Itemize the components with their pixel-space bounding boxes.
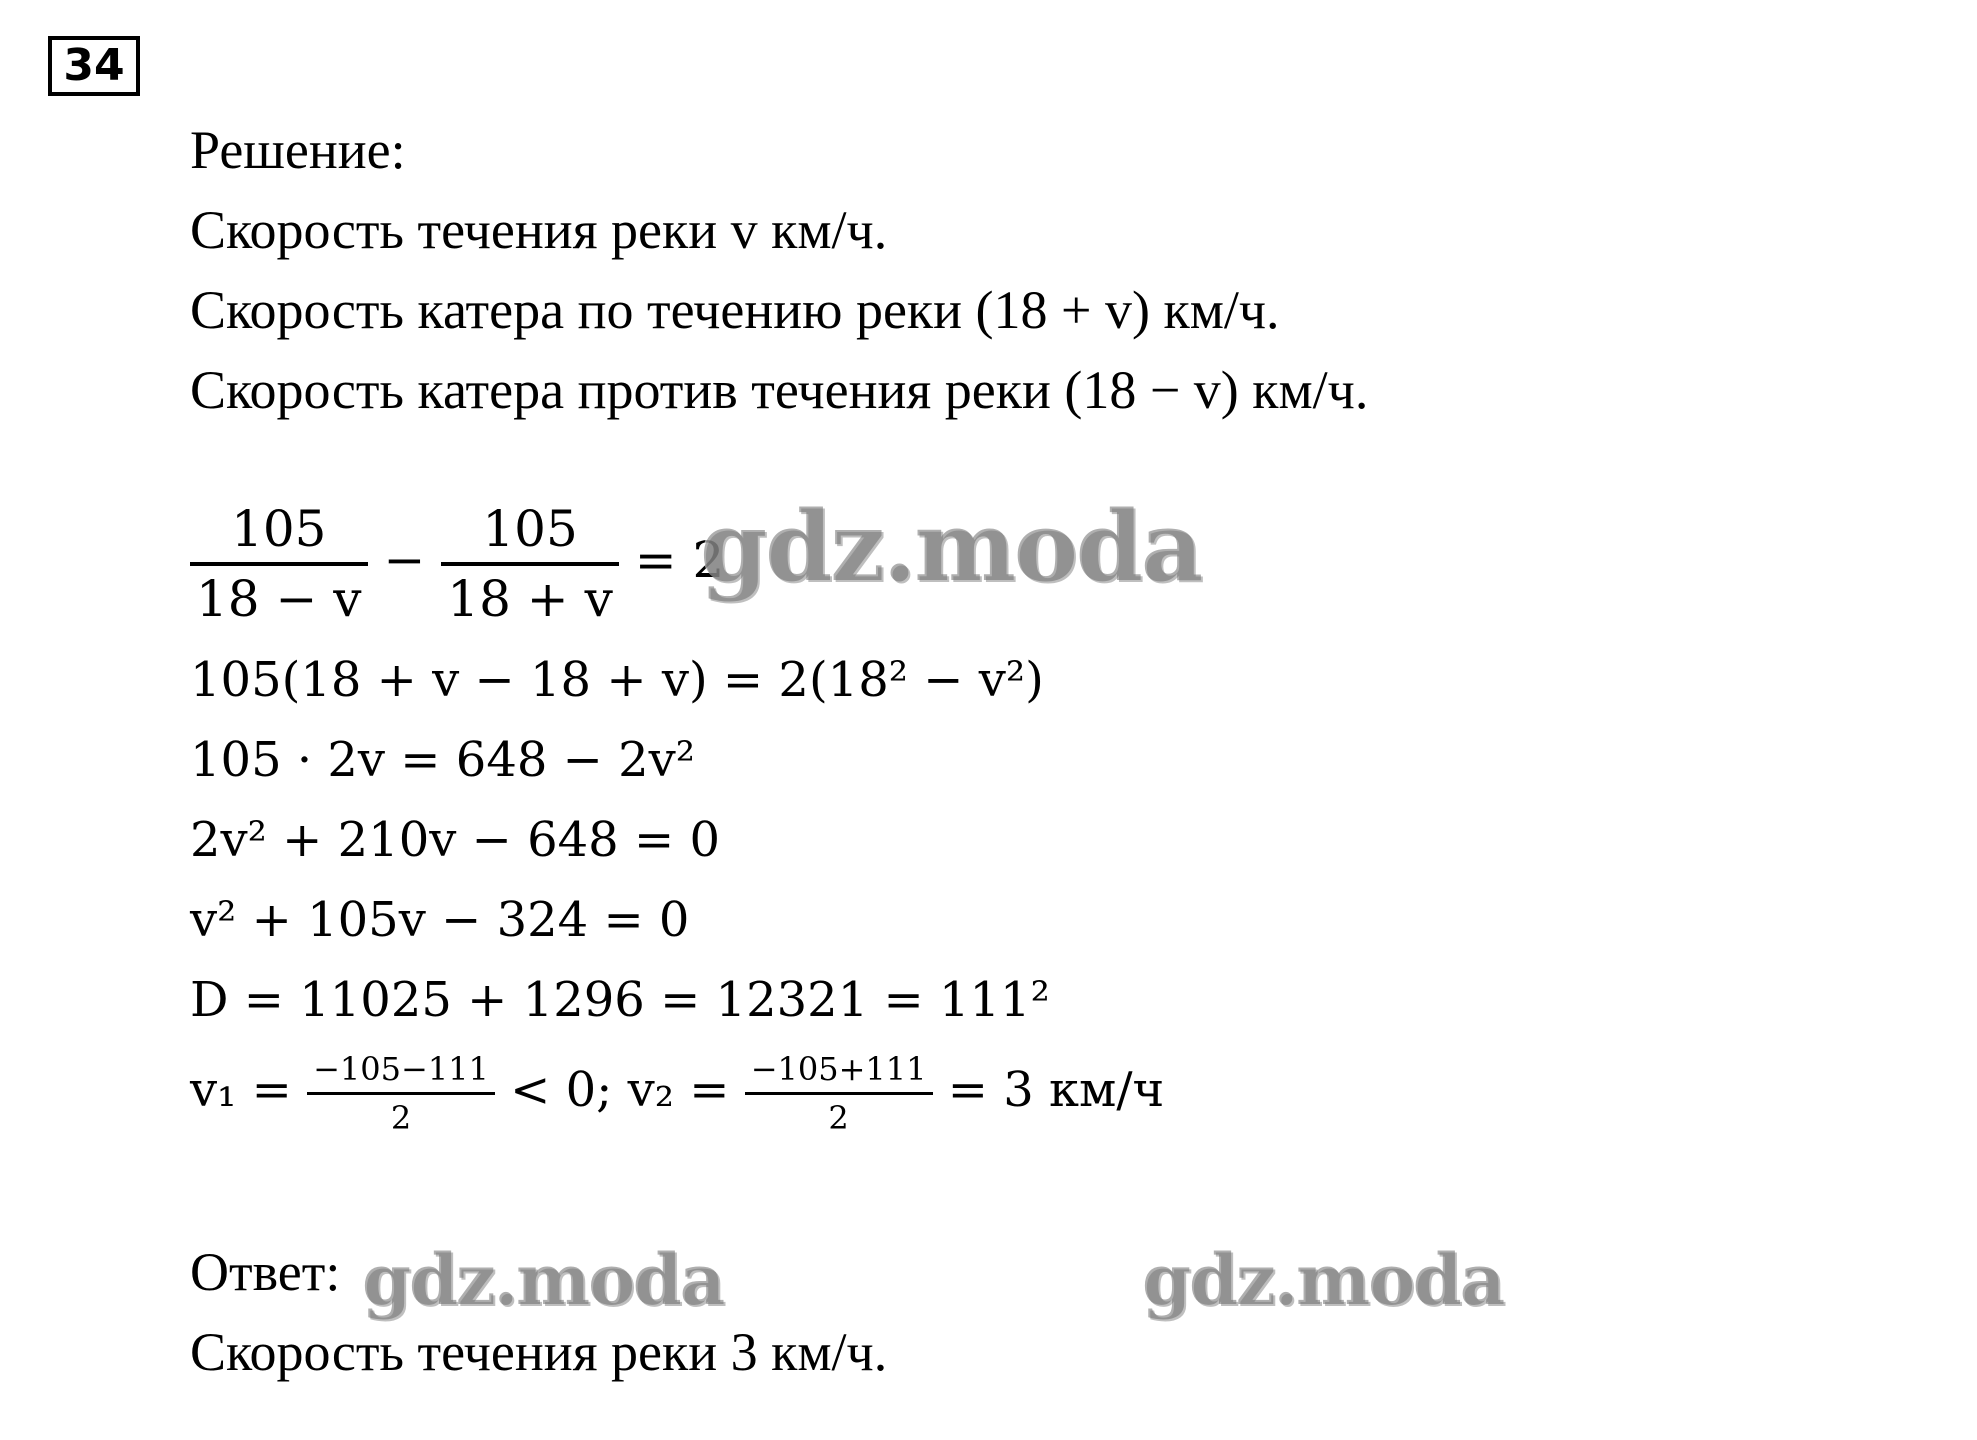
root-2-label: v₂ =	[627, 1062, 730, 1118]
step-4: v² + 105v − 324 = 0	[190, 892, 690, 948]
root-2-numerator: −105+111	[750, 1050, 927, 1088]
roots-line	[190, 1050, 1164, 1137]
watermark-answer-left: gdz.moda	[362, 1238, 724, 1321]
root-1-numerator: −105−111	[313, 1050, 489, 1088]
root-1-denominator: 2	[307, 1092, 495, 1137]
problem-number-box	[48, 36, 140, 96]
fraction-1-numerator: 105	[231, 500, 327, 558]
equation-rhs: = 2	[634, 531, 725, 589]
discriminant-line: D = 11025 + 1296 = 12321 = 111²	[190, 972, 1050, 1028]
answer-text: Скорость течения реки 3 км/ч.	[190, 1322, 888, 1382]
fraction-2-denominator: 18 + v	[441, 562, 619, 628]
watermark-main: gdz.moda	[700, 490, 1202, 603]
root-2-fraction	[745, 1050, 933, 1137]
fraction-1-denominator: 18 − v	[190, 562, 368, 628]
step-2: 105 · 2v = 648 − 2v²	[190, 732, 696, 788]
root-2-denominator: 2	[745, 1092, 933, 1137]
solution-heading: Решение:	[190, 120, 406, 180]
problem-number: 34	[63, 40, 125, 91]
intro-text	[190, 110, 1368, 430]
fraction-2	[441, 500, 619, 628]
root-1-tail: < 0;	[510, 1062, 613, 1118]
minus-sign: −	[383, 531, 426, 589]
fraction-2-numerator: 105	[482, 500, 578, 558]
step-1: 105(18 + v − 18 + v) = 2(18² − v²)	[190, 652, 1044, 708]
text-line-1: Скорость течения реки v км/ч.	[190, 200, 888, 260]
root-2-tail: = 3 км/ч	[947, 1062, 1165, 1118]
root-1-fraction	[307, 1050, 495, 1137]
fraction-1	[190, 500, 368, 628]
main-equation	[190, 500, 724, 628]
text-line-3: Скорость катера против течения реки (18 − v) км/ч.	[190, 360, 1369, 420]
watermark-answer-right: gdz.moda	[1142, 1238, 1504, 1321]
root-1-label: v₁ =	[190, 1062, 292, 1118]
step-3: 2v² + 210v − 648 = 0	[190, 812, 720, 868]
answer-label: Ответ:	[190, 1242, 341, 1302]
text-line-2: Скорость катера по течению реки (18 + v) км/ч.	[190, 280, 1280, 340]
